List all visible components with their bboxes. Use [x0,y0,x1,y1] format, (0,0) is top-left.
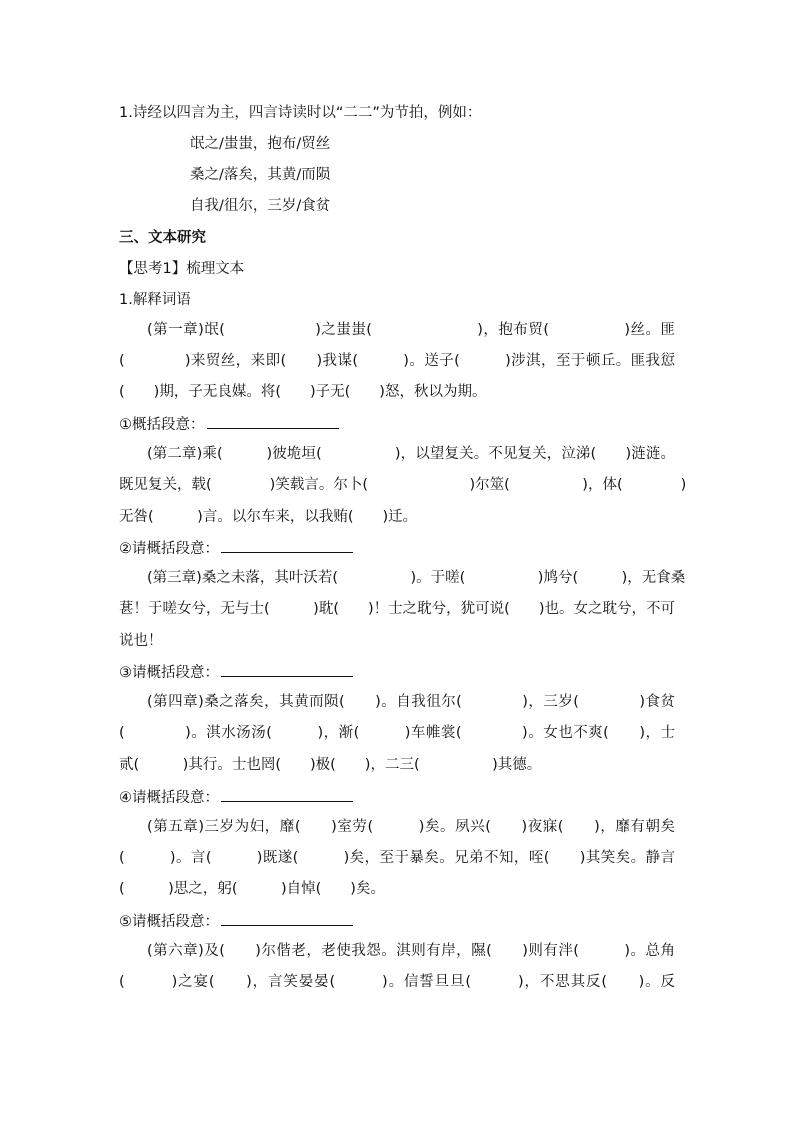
sub-heading: 1.解释词语 [119,292,191,308]
chapter-5-line-1: (第五章)三岁为妇，靡( )室劳( )矣。夙兴( )夜寐( )，靡有朝矣 [147,819,675,835]
example-line: 氓之/蚩蚩，抱布/贸丝 [190,136,331,152]
chapter-2-line-1: (第二章)乘( )彼垝垣( )，以望复关。不见复关，泣涕( )涟涟。 [147,446,675,462]
summary-prompt-1 [119,414,675,435]
intro-line: 1.诗经以四言为主，四言诗读时以“二二”为节拍，例如： [119,105,482,121]
summary-label: ④请概括段意： [119,790,219,806]
chapter-1-line-3: ( )期，子无良媒。将( )子无( )怒，秋以为期。 [119,384,487,400]
summary-prompt-5 [119,911,675,932]
summary-prompt-2 [119,538,675,559]
summary-label: ①概括段意： [119,417,205,433]
chapter-1-line-1: (第一章)氓( )之蚩蚩( )，抱布贸( )丝。匪 [147,322,675,338]
think-label: 【思考1】梳理文本 [119,261,245,277]
answer-blank[interactable] [207,414,339,429]
chapter-4-line-3: 贰( )其行。士也罔( )极( )，二三( )其德。 [119,757,542,773]
summary-label: ②请概括段意： [119,541,219,557]
chapter-3-line-1: (第三章)桑之未落，其叶沃若( )。于嗟( )鸠兮( )，无食桑 [147,570,686,586]
summary-prompt-4 [119,787,675,808]
chapter-3-line-3: 说也！ [119,633,163,649]
chapter-5-line-3: ( )思之，躬( )自悼( )矣。 [119,881,385,897]
summary-label: ⑤请概括段意： [119,914,219,930]
chapter-6-line-2: ( )之宴( )，言笑晏晏( )。信誓旦旦( )，不思其反( )。反 [119,974,675,990]
summary-prompt-3 [119,662,675,683]
chapter-4-line-2: ( )。淇水汤汤( )，渐( )车帷裳( )。女也不爽( )，士 [119,725,675,741]
example-line: 桑之/落矣，其黄/而陨 [190,167,331,183]
chapter-6-line-1: (第六章)及( )尔偕老，老使我怨。淇则有岸，隰( )则有泮( )。总角 [147,943,675,959]
chapter-2-line-2: 既见复关，载( )笑载言。尔卜( )尔筮( )，体( ) [119,477,687,493]
section-heading: 三、文本研究 [119,230,206,246]
chapter-5-line-2: ( )。言( )既遂( )矣，至于暴矣。兄弟不知，咥( )其笑矣。静言 [119,850,675,866]
answer-blank[interactable] [221,787,353,802]
chapter-3-line-2: 葚！于嗟女兮，无与士( )耽( )！士之耽兮，犹可说( )也。女之耽兮，不可 [119,601,675,617]
summary-label: ③请概括段意： [119,665,219,681]
chapter-1-line-2: ( )来贸丝，来即( )我谋( )。送子( )涉淇，至于顿丘。匪我愆 [119,353,675,369]
answer-blank[interactable] [221,538,353,553]
example-line: 自我/徂尔，三岁/食贫 [190,198,331,214]
answer-blank[interactable] [221,662,353,677]
chapter-2-line-3: 无咎( )言。以尔车来，以我贿( )迁。 [119,509,418,525]
answer-blank[interactable] [221,911,353,926]
chapter-4-line-1: (第四章)桑之落矣，其黄而陨( )。自我徂尔( )，三岁( )食贫 [147,694,675,710]
